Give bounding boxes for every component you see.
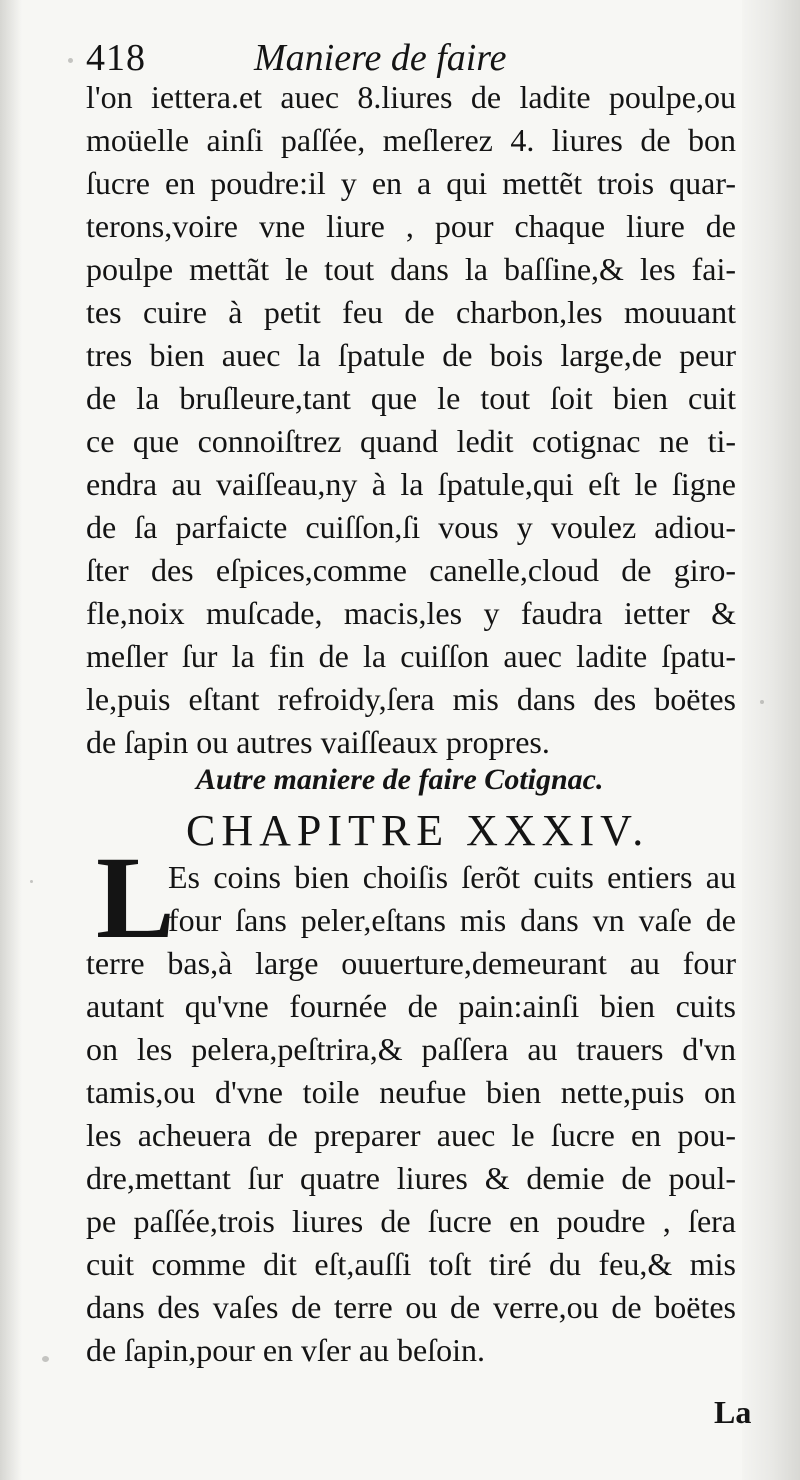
text-line: terre bas,à large ouuerture,demeurant au four (86, 945, 736, 981)
text-line: meſler ſur la fin de la cuiſſon auec ladite ſpatu- (86, 638, 736, 674)
gutter-shadow (0, 0, 22, 1480)
text-line: on les pelera,peſtrira,& paſſera au trauers d'vn (86, 1031, 736, 1067)
text-line: terons,voire vne liure , pour chaque liure de (86, 208, 736, 244)
text-line: l'on iettera.et auec 8.liures de ladite poulpe,ou (86, 79, 736, 115)
paragraph-continued (86, 76, 736, 764)
text-line: cuit comme dit eſt,auſſi toſt tiré du feu,& mis (86, 1246, 736, 1282)
text-line: ſter des eſpices,comme canelle,cloud de giro- (86, 552, 736, 588)
text-line: tres bien auec la ſpatule de bois large,de peur (86, 337, 736, 373)
text-line: poulpe mettãt le tout dans la baſſine,& les fai- (86, 251, 736, 287)
text-line: endra au vaiſſeau,ny à la ſpatule,qui eſt le ſigne (86, 466, 736, 502)
paper-speck (42, 1356, 49, 1362)
text-line: dre,mettant ſur quatre liures & demie de poul- (86, 1160, 736, 1196)
paper-speck (760, 700, 764, 704)
text-line: fle,noix muſcade, macis,les y faudra ietter & (86, 595, 736, 631)
running-title: Maniere de faire (254, 37, 507, 79)
text-line: moüelle ainſi paſſée, meſlerez 4. liures de bon (86, 122, 736, 158)
text-line: de la bruſleure,tant que le tout ſoit bien cuit (86, 380, 736, 416)
page-edge-shadow (742, 0, 800, 1480)
drop-cap: L (96, 832, 175, 963)
chapter-paragraph (86, 856, 736, 1372)
text-line: Es coins bien choiſis ſerõt cuits entiers au (168, 859, 736, 895)
text-line: de ſa parfaicte cuiſſon,ſi vous y voulez adiou- (86, 509, 736, 545)
text-line: dans des vaſes de terre ou de verre,ou de boëtes (86, 1289, 736, 1325)
section-subtitle: Autre maniere de faire Cotignac. (196, 763, 604, 796)
chapter-heading: CHAPITRE XXXIV. (186, 806, 650, 855)
text-line: de ſapin,pour en vſer au beſoin. (86, 1332, 485, 1368)
text-line: tes cuire à petit feu de charbon,les mouuant (86, 294, 736, 330)
text-line: les acheuera de preparer auec le ſucre en pou- (86, 1117, 736, 1153)
text-line: ſucre en poudre:il y en a qui mettẽt trois quar- (86, 165, 736, 201)
paper-speck (30, 880, 33, 883)
text-line: pe paſſée,trois liures de ſucre en poudre , ſera (86, 1203, 736, 1239)
text-line: de ſapin ou autres vaiſſeaux propres. (86, 724, 550, 760)
text-line: le,puis eſtant refroidy,ſera mis dans des boëtes (86, 681, 736, 717)
page-number: 418 (86, 37, 146, 79)
catchword: La (714, 1394, 752, 1430)
text-line: four ſans peler,eſtans mis dans vn vaſe de (168, 902, 736, 938)
paper-speck (68, 58, 73, 63)
text-line: tamis,ou d'vne toile neufue bien nette,puis on (86, 1074, 736, 1110)
text-line: ce que connoiſtrez quand ledit cotignac ne ti- (86, 423, 736, 459)
text-line: autant qu'vne fournée de pain:ainſi bien cuits (86, 988, 736, 1024)
